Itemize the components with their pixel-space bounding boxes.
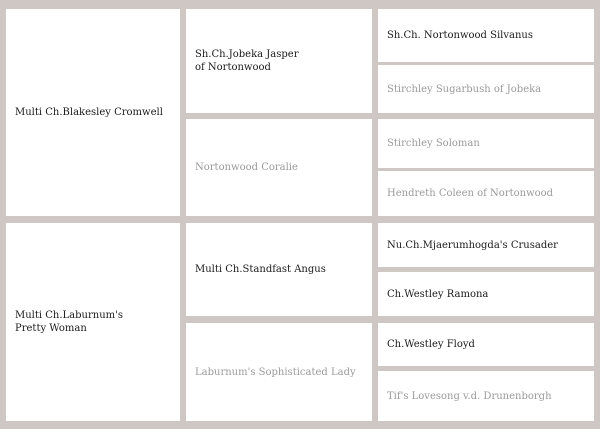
dam-dam-sire-name: Ch.Westley Floyd	[387, 339, 475, 350]
pedigree-box-sire-dam	[186, 119, 372, 216]
sire-dam-sire-name: Stirchley Soloman	[387, 138, 480, 149]
sire-sire-name: Sh.Ch.Jobeka Jasper of Nortonwood	[195, 49, 299, 73]
pedigree-box-sire-dam-sire	[378, 119, 594, 168]
pedigree-box-dam	[6, 223, 180, 421]
sire-sire-dam-name: Stirchley Sugarbush of Jobeka	[387, 83, 542, 95]
dam-sire-sire-name: Nu.Ch.Mjaerumhogda's Crusader	[387, 239, 558, 251]
pedigree-box-dam-sire	[186, 223, 372, 316]
pedigree-box-sire-sire	[186, 9, 372, 113]
pedigree-box-sire-sire-dam	[378, 65, 594, 113]
sire-sire-sire-name: Sh.Ch. Nortonwood Silvanus	[387, 30, 534, 41]
pedigree-box-dam-dam-dam	[378, 371, 594, 421]
pedigree-box-sire-dam-dam	[378, 171, 594, 216]
dam-dam-dam-name: Tif's Lovesong v.d. Drunenborgh	[387, 390, 552, 402]
sire-dam-dam-name: Hendreth Coleen of Nortonwood	[387, 188, 554, 199]
pedigree-box-dam-dam	[186, 323, 372, 421]
pedigree-box-dam-dam-sire	[378, 323, 594, 366]
dam-dam-name: Laburnum's Sophisticated Lady	[195, 366, 356, 378]
pedigree-box-dam-sire-dam	[378, 272, 594, 316]
dam-name: Multi Ch.Laburnum's Pretty Woman	[15, 310, 124, 334]
pedigree-box-sire-sire-sire	[378, 9, 594, 62]
sire-dam-name: Nortonwood Coralie	[195, 162, 298, 173]
sire-name: Multi Ch.Blakesley Cromwell	[15, 107, 163, 118]
dam-sire-dam-name: Ch.Westley Ramona	[387, 288, 489, 300]
dam-sire-name: Multi Ch.Standfast Angus	[195, 264, 326, 275]
pedigree-box-dam-sire-sire	[378, 223, 594, 267]
pedigree-box-sire	[6, 9, 180, 216]
